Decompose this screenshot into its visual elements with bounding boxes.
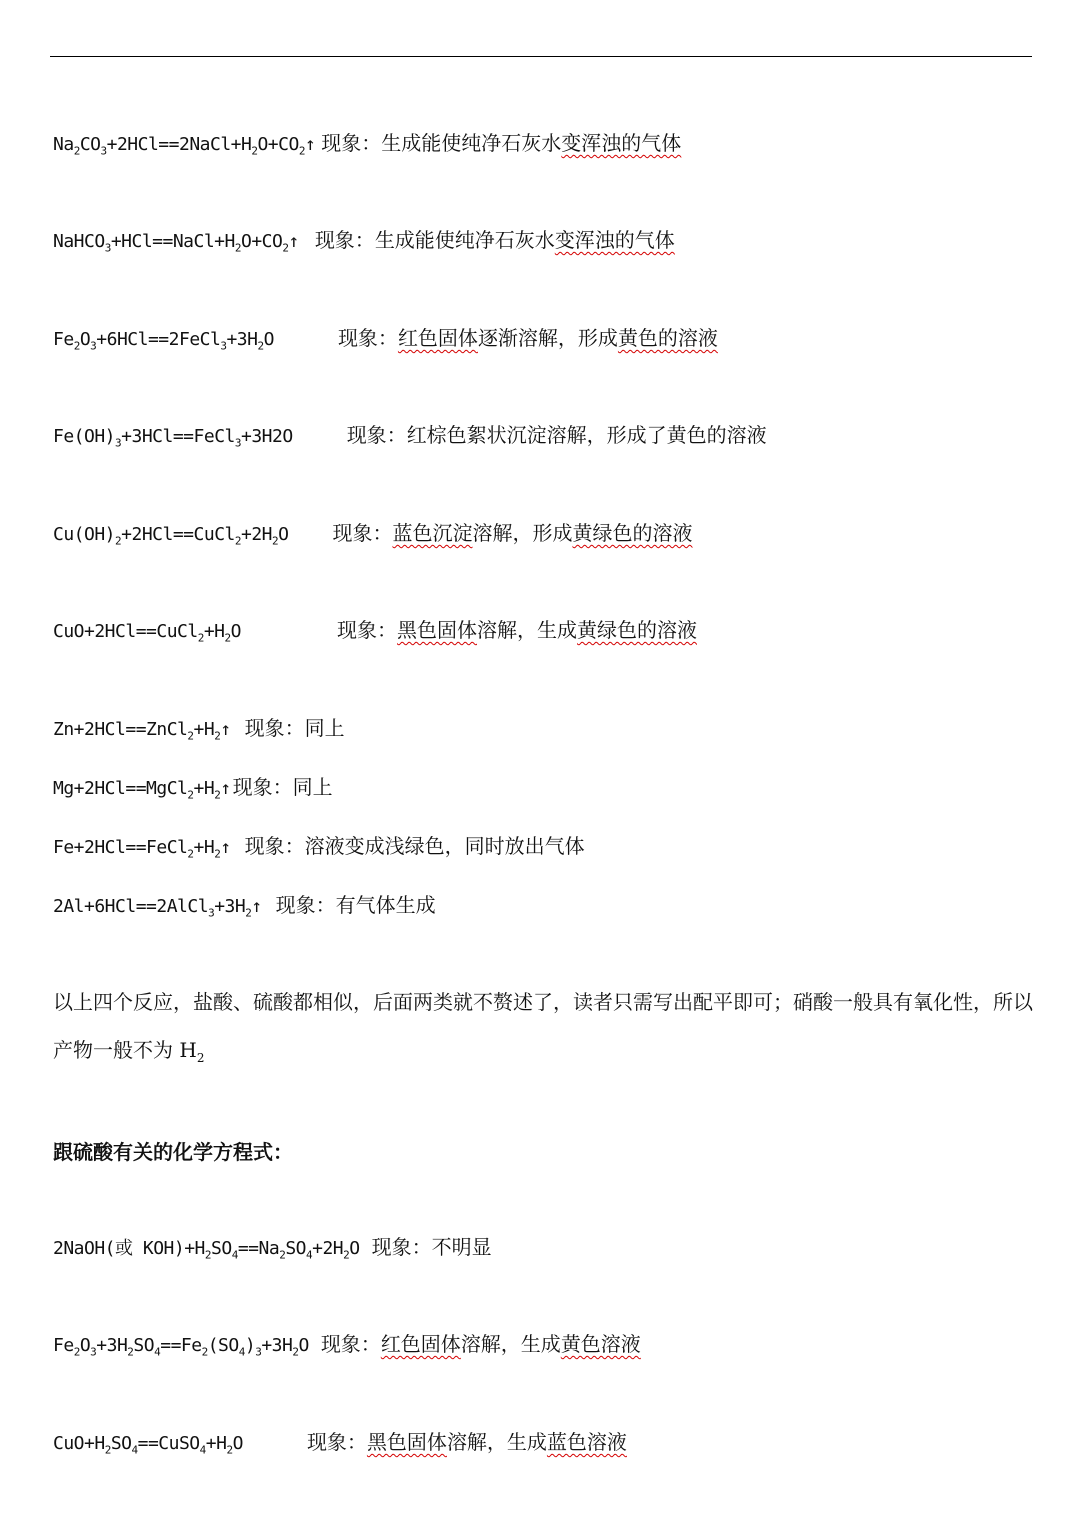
equation: $2Al+6HCl==2AlCl_3+3H_2↑$ xyxy=(53,896,262,920)
observation-label: 现象： xyxy=(320,1332,381,1356)
observation-text: 溶解，生成 xyxy=(446,1430,547,1454)
equation-line xyxy=(53,520,692,555)
observation-label: 现象： xyxy=(275,893,336,917)
equation-line xyxy=(53,1234,492,1269)
equation: $Na_2CO_3+2HCl==2NaCl+H_2O+CO_2↑$ xyxy=(53,134,316,158)
observation-label: 现象： xyxy=(346,423,407,447)
equation: $NaHCO_3+HCl==NaCl+H_2O+CO_2↑$ xyxy=(53,231,299,255)
equation: $CuO+H_2SO_4==CuSO_4+H_2O$ xyxy=(53,1433,243,1457)
observation-label: 现象： xyxy=(332,521,393,545)
observation-label: 现象： xyxy=(337,618,397,642)
observation-text: 红色固体 xyxy=(397,326,478,350)
equation-line xyxy=(53,1331,641,1366)
equation: $CuO+2HCl==CuCl_2+H_2O$ xyxy=(53,621,241,645)
observation-text: 生成能使纯净石灰水 xyxy=(374,228,555,252)
observation-text: 红棕色絮状沉淀溶解，形成了黄色的溶液 xyxy=(406,423,767,447)
observation-text: 黑色固体 xyxy=(397,618,477,642)
equation-line xyxy=(53,833,585,868)
equation-line xyxy=(53,1429,627,1464)
equation-line xyxy=(53,617,697,652)
equation: $Fe(OH)_3+3HCl==FeCl_3+3H2O$ xyxy=(53,426,293,450)
equation-line xyxy=(53,130,681,165)
observation-text: 黄色的溶液 xyxy=(617,326,718,350)
observation-label: 现象： xyxy=(244,834,305,858)
equation-line xyxy=(53,715,345,750)
observation-text: 溶解，生成 xyxy=(477,618,577,642)
observation-label: 现象： xyxy=(306,1430,367,1454)
note-paragraph: 以上四个反应，盐酸、硫酸都相似，后面两类就不赘述了，读者只需写出配平即可；硝酸一般具有氧化性，所以产物一般不为 $H_2$ xyxy=(53,990,1033,1065)
observation-label: 现象： xyxy=(314,228,375,252)
header-rule xyxy=(50,56,1032,57)
observation-text: 黄色溶液 xyxy=(560,1332,641,1356)
observation-text: 不明显 xyxy=(431,1235,492,1259)
equation: $Zn+2HCl==ZnCl_2+H_2↑$ xyxy=(53,719,231,743)
observation-text: 变浑浊的气体 xyxy=(554,228,675,252)
observation-label: 现象： xyxy=(232,775,293,799)
equation: $Mg+2HCl==MgCl_2+H_2↑$ xyxy=(53,778,231,802)
equation: $Cu(OH)_2+2HCl==CuCl_2+2H_2O$ xyxy=(53,524,289,548)
equation-line xyxy=(53,325,718,360)
observation-text: 生成能使纯净石灰水 xyxy=(381,131,562,155)
equation-line xyxy=(53,422,767,457)
observation-text: 同上 xyxy=(292,775,333,799)
observation-text: 蓝色沉淀 xyxy=(392,521,473,545)
observation-text: 黑色固体 xyxy=(366,1430,447,1454)
observation-text: 黄绿色的溶液 xyxy=(572,521,693,545)
section-heading: 跟硫酸有关的化学方程式： xyxy=(53,1140,293,1164)
observation-text: 红色固体 xyxy=(380,1332,461,1356)
observation-text: 溶解，形成 xyxy=(472,521,573,545)
observation-text: 逐渐溶解，形成 xyxy=(477,326,618,350)
equation-line xyxy=(53,774,333,809)
observation-text: 溶液变成浅绿色，同时放出气体 xyxy=(304,834,585,858)
observation-text: 同上 xyxy=(304,716,345,740)
equation: 2NaOH(或 $KOH)+H_2SO_4==Na_2SO_4+2H_2O$ xyxy=(53,1238,360,1262)
observation-label: 现象： xyxy=(321,131,382,155)
equation-line xyxy=(53,227,675,262)
equation: $Fe_2O_3+3H_2SO_4==Fe_2(SO_4)_3+3H_2O$ xyxy=(53,1335,309,1359)
observation-text: 变浑浊的气体 xyxy=(561,131,682,155)
observation-label: 现象： xyxy=(244,716,305,740)
observation-text: 溶解，生成 xyxy=(460,1332,561,1356)
observation-text: 有气体生成 xyxy=(335,893,436,917)
equation: $Fe_2O_3+6HCl==2FeCl_3+3H_2O$ xyxy=(53,329,274,353)
equation: $Fe+2HCl==FeCl_2+H_2↑$ xyxy=(53,837,231,861)
observation-label: 现象： xyxy=(371,1235,432,1259)
observation-text: 蓝色溶液 xyxy=(546,1430,627,1454)
equation-line xyxy=(53,892,436,927)
observation-label: 现象： xyxy=(337,326,398,350)
observation-text: 黄绿色的溶液 xyxy=(577,618,697,642)
